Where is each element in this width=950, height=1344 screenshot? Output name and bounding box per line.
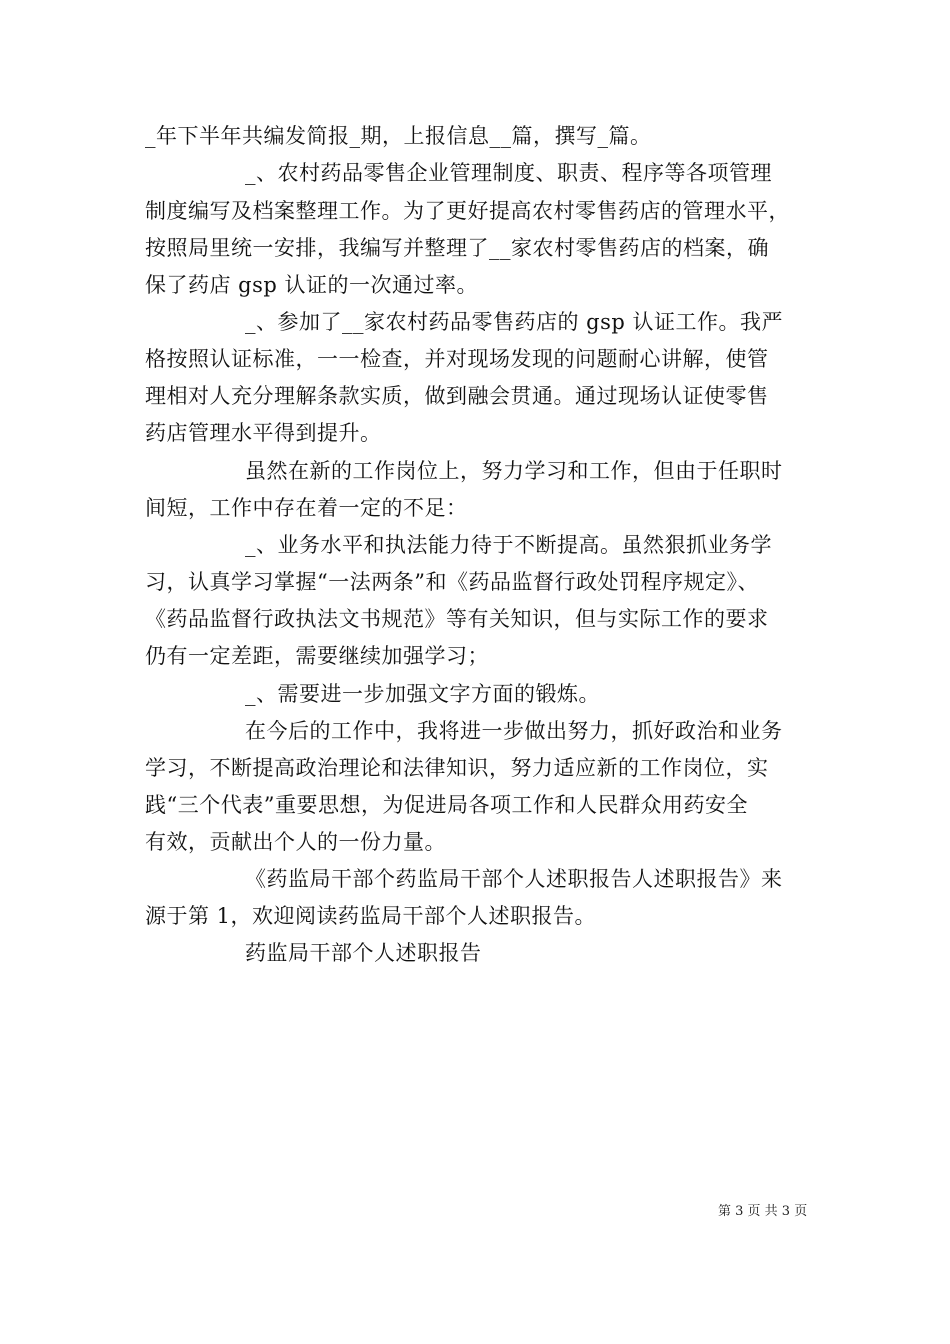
text-line: 学习，不断提高政治理论和法律知识，努力适应新的工作岗位，实 <box>145 756 769 780</box>
text-line: 在今后的工作中，我将进一步做出努力，抓好政治和业务 <box>245 719 783 743</box>
text-line: 格按照认证标准，一一检查，并对现场发现的问题耐心讲解，使管 <box>145 347 769 371</box>
text-line: 践“三个代表”重要思想，为促进局各项工作和人民群众用药安全 <box>145 793 748 817</box>
text-line: 间短，工作中存在着一定的不足： <box>145 496 468 520</box>
text-line: 《药品监督行政执法文书规范》等有关知识，但与实际工作的要求 <box>145 607 769 631</box>
text-line: 按照局里统一安排，我编写并整理了__家农村零售药店的档案，确 <box>145 236 769 260</box>
text-line: 有效，贡献出个人的一份力量。 <box>145 830 446 854</box>
text-line: _、业务水平和执法能力待于不断提高。虽然狠抓业务学 <box>245 533 772 557</box>
text-line: 虽然在新的工作岗位上，努力学习和工作，但由于任职时 <box>245 459 783 483</box>
text-line: _、需要进一步加强文字方面的锻炼。 <box>245 682 600 706</box>
text-line: 源于第 1，欢迎阅读药监局干部个人述职报告。 <box>145 904 597 928</box>
text-line: _年下半年共编发简报_期，上报信息__篇，撰写_篇。 <box>145 124 652 148</box>
text-line: _、农村药品零售企业管理制度、职责、程序等各项管理 <box>245 161 772 185</box>
text-line: 仍有一定差距，需要继续加强学习； <box>145 644 489 668</box>
text-line: _、参加了__家农村药品零售药店的 gsp 认证工作。我严 <box>245 310 784 334</box>
text-line: 保了药店 gsp 认证的一次通过率。 <box>145 273 479 297</box>
text-line: 药店管理水平得到提升。 <box>145 421 382 445</box>
text-line: 制度编写及档案整理工作。为了更好提高农村零售药店的管理水平， <box>145 199 790 223</box>
text-line: 药监局干部个人述职报告 <box>245 941 482 965</box>
page-number-footer: 第 3 页 共 3 页 <box>718 1204 808 1219</box>
text-line: 《药监局干部个药监局干部个人述职报告人述职报告》来 <box>245 867 783 891</box>
text-line: 习，认真学习掌握“一法两条”和《药品监督行政处罚程序规定》、 <box>145 570 759 594</box>
text-line: 理相对人充分理解条款实质，做到融会贯通。通过现场认证使零售 <box>145 384 769 408</box>
